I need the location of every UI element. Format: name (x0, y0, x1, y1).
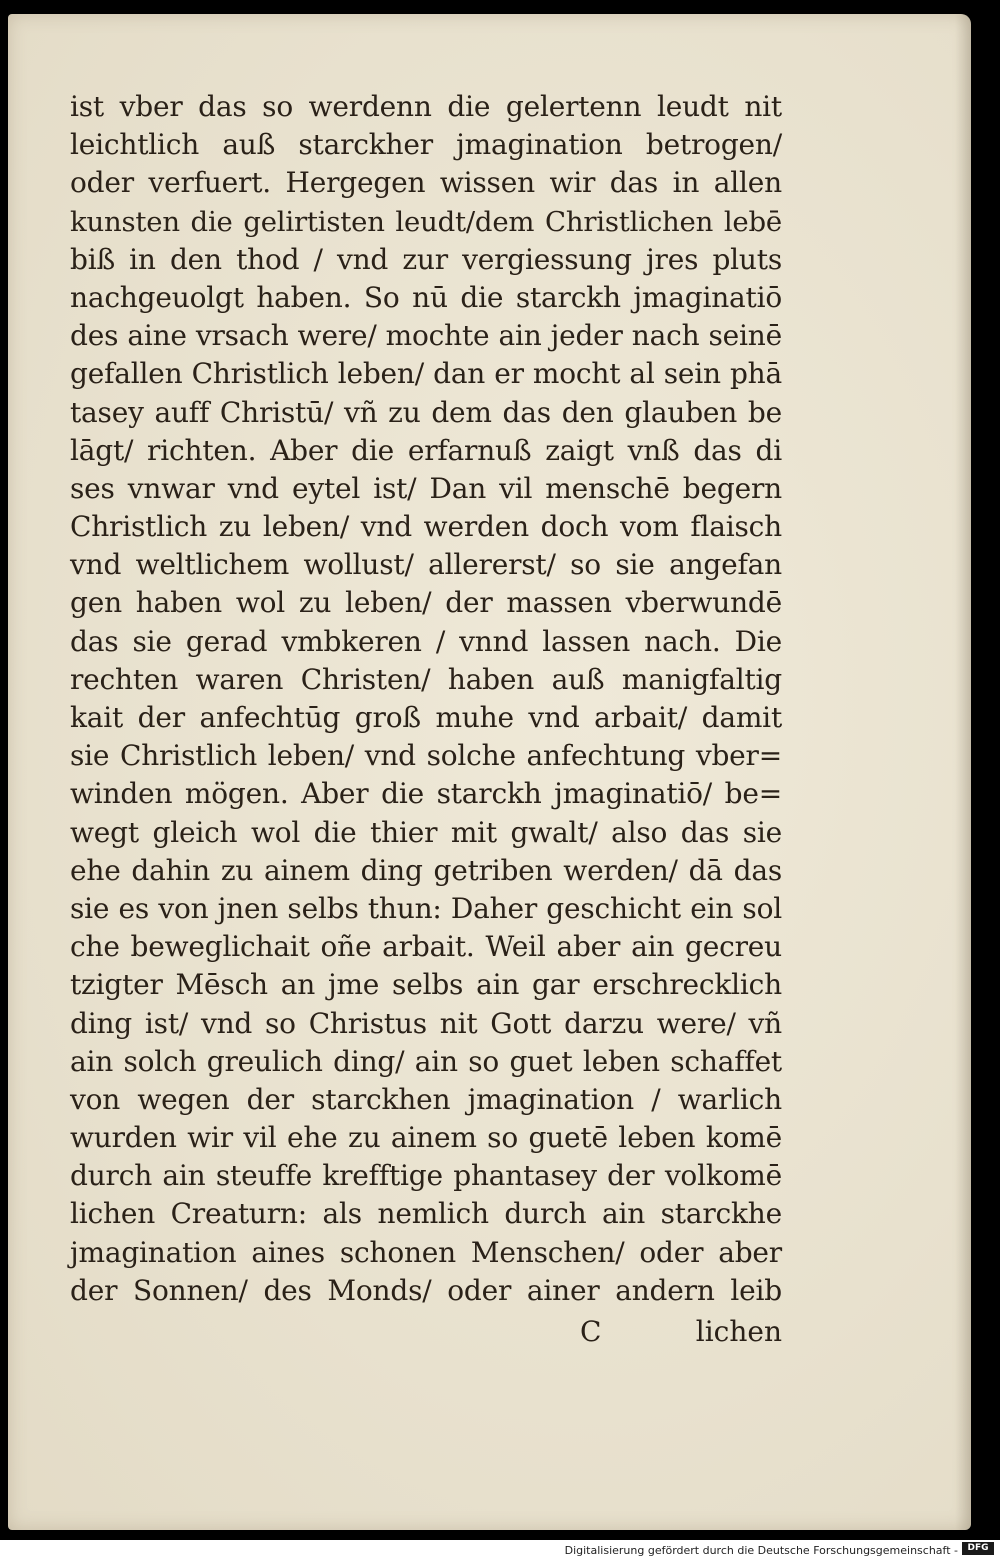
dfg-logo: DFG (962, 1542, 994, 1555)
text-line: Christlich zu leben/ vnd werden doch vom flaisch (70, 510, 782, 544)
text-line: tzigter Mēsch an jme selbs ain gar erschrecklich (70, 968, 782, 1002)
page-edge-shadow (955, 14, 971, 1530)
text-line: rechten waren Christen/ haben auß manigfaltig (70, 662, 782, 696)
text-line: kait der anfechtūg groß muhe vnd arbait/ damit (70, 701, 782, 734)
text-line: der Sonnen/ des Monds/ oder ainer andern leib (70, 1273, 782, 1307)
text-line: jmagination aines schonen Menschen/ oder aber (70, 1235, 782, 1269)
text-line: kunsten die gelirtisten leudt/dem Christlichen lebē (70, 205, 782, 238)
text-line: ain solch greulich ding/ ain so guet leben schaffet (70, 1044, 782, 1078)
text-line: biß in den thod / vnd zur vergiessung jres pluts (70, 242, 782, 276)
text-line: wurden wir vil ehe zu ainem so guetē leben komē (70, 1121, 782, 1155)
text-line: gen haben wol zu leben/ der massen vberwundē (70, 586, 782, 620)
text-line: wegt gleich wol die thier mit gwalt/ also das sie (70, 815, 782, 849)
text-line: vnd weltlichem wollust/ allererst/ so sie angefan (70, 548, 782, 582)
page-footer-marks (70, 1315, 782, 1355)
funding-footer (0, 1540, 1000, 1558)
funding-note: Digitalisierung gefördert durch die Deutsche Forschungsgemeinschaft - (564, 1544, 958, 1557)
text-line: lichen Creaturn: als nemlich durch ain starckhe (70, 1197, 782, 1231)
signature-mark: C (580, 1315, 602, 1348)
text-line: sie Christlich leben/ vnd solche anfechtung vber= (70, 739, 782, 773)
text-line: tasey auff Christū/ vñ zu dem das den glauben be (70, 395, 782, 429)
text-line: nachgeuolgt haben. So nū die starckh jmaginatiō (70, 280, 782, 314)
text-line: che beweglichait oñe arbait. Weil aber ain gecreu (70, 930, 782, 964)
text-line: ses vnwar vnd eytel ist/ Dan vil menschē begern (70, 471, 782, 505)
text-line: von wegen der starckhen jmagination / warlich (70, 1082, 782, 1116)
text-line: das sie gerad vmbkeren / vnnd lassen nach. Die (70, 624, 782, 658)
text-line: gefallen Christlich leben/ dan er mocht al sein phā (70, 357, 782, 391)
catchword: lichen (695, 1315, 782, 1348)
body-text (70, 88, 782, 1310)
text-line: durch ain steuffe krefftige phantasey der volkomē (70, 1159, 782, 1193)
text-line: des aine vrsach were/ mochte ain jeder nach seinē (70, 319, 782, 353)
text-line: oder verfuert. Hergegen wissen wir das in allen (70, 166, 782, 200)
text-line: winden mögen. Aber die starckh jmaginatiō/ be= (70, 777, 782, 811)
text-line: lāgt/ richten. Aber die erfarnuß zaigt vnß das di (70, 433, 782, 467)
text-line: ding ist/ vnd so Christus nit Gott darzu were/ vñ (70, 1006, 782, 1040)
text-line: leichtlich auß starckher jmagination betrogen/ (70, 128, 782, 162)
text-line: ehe dahin zu ainem ding getriben werden/ dā das (70, 853, 782, 887)
text-line: sie es von jnen selbs thun: Daher geschicht ein sol (70, 891, 782, 925)
text-line: ist vber das so werdenn die gelertenn leudt nit (70, 90, 782, 123)
